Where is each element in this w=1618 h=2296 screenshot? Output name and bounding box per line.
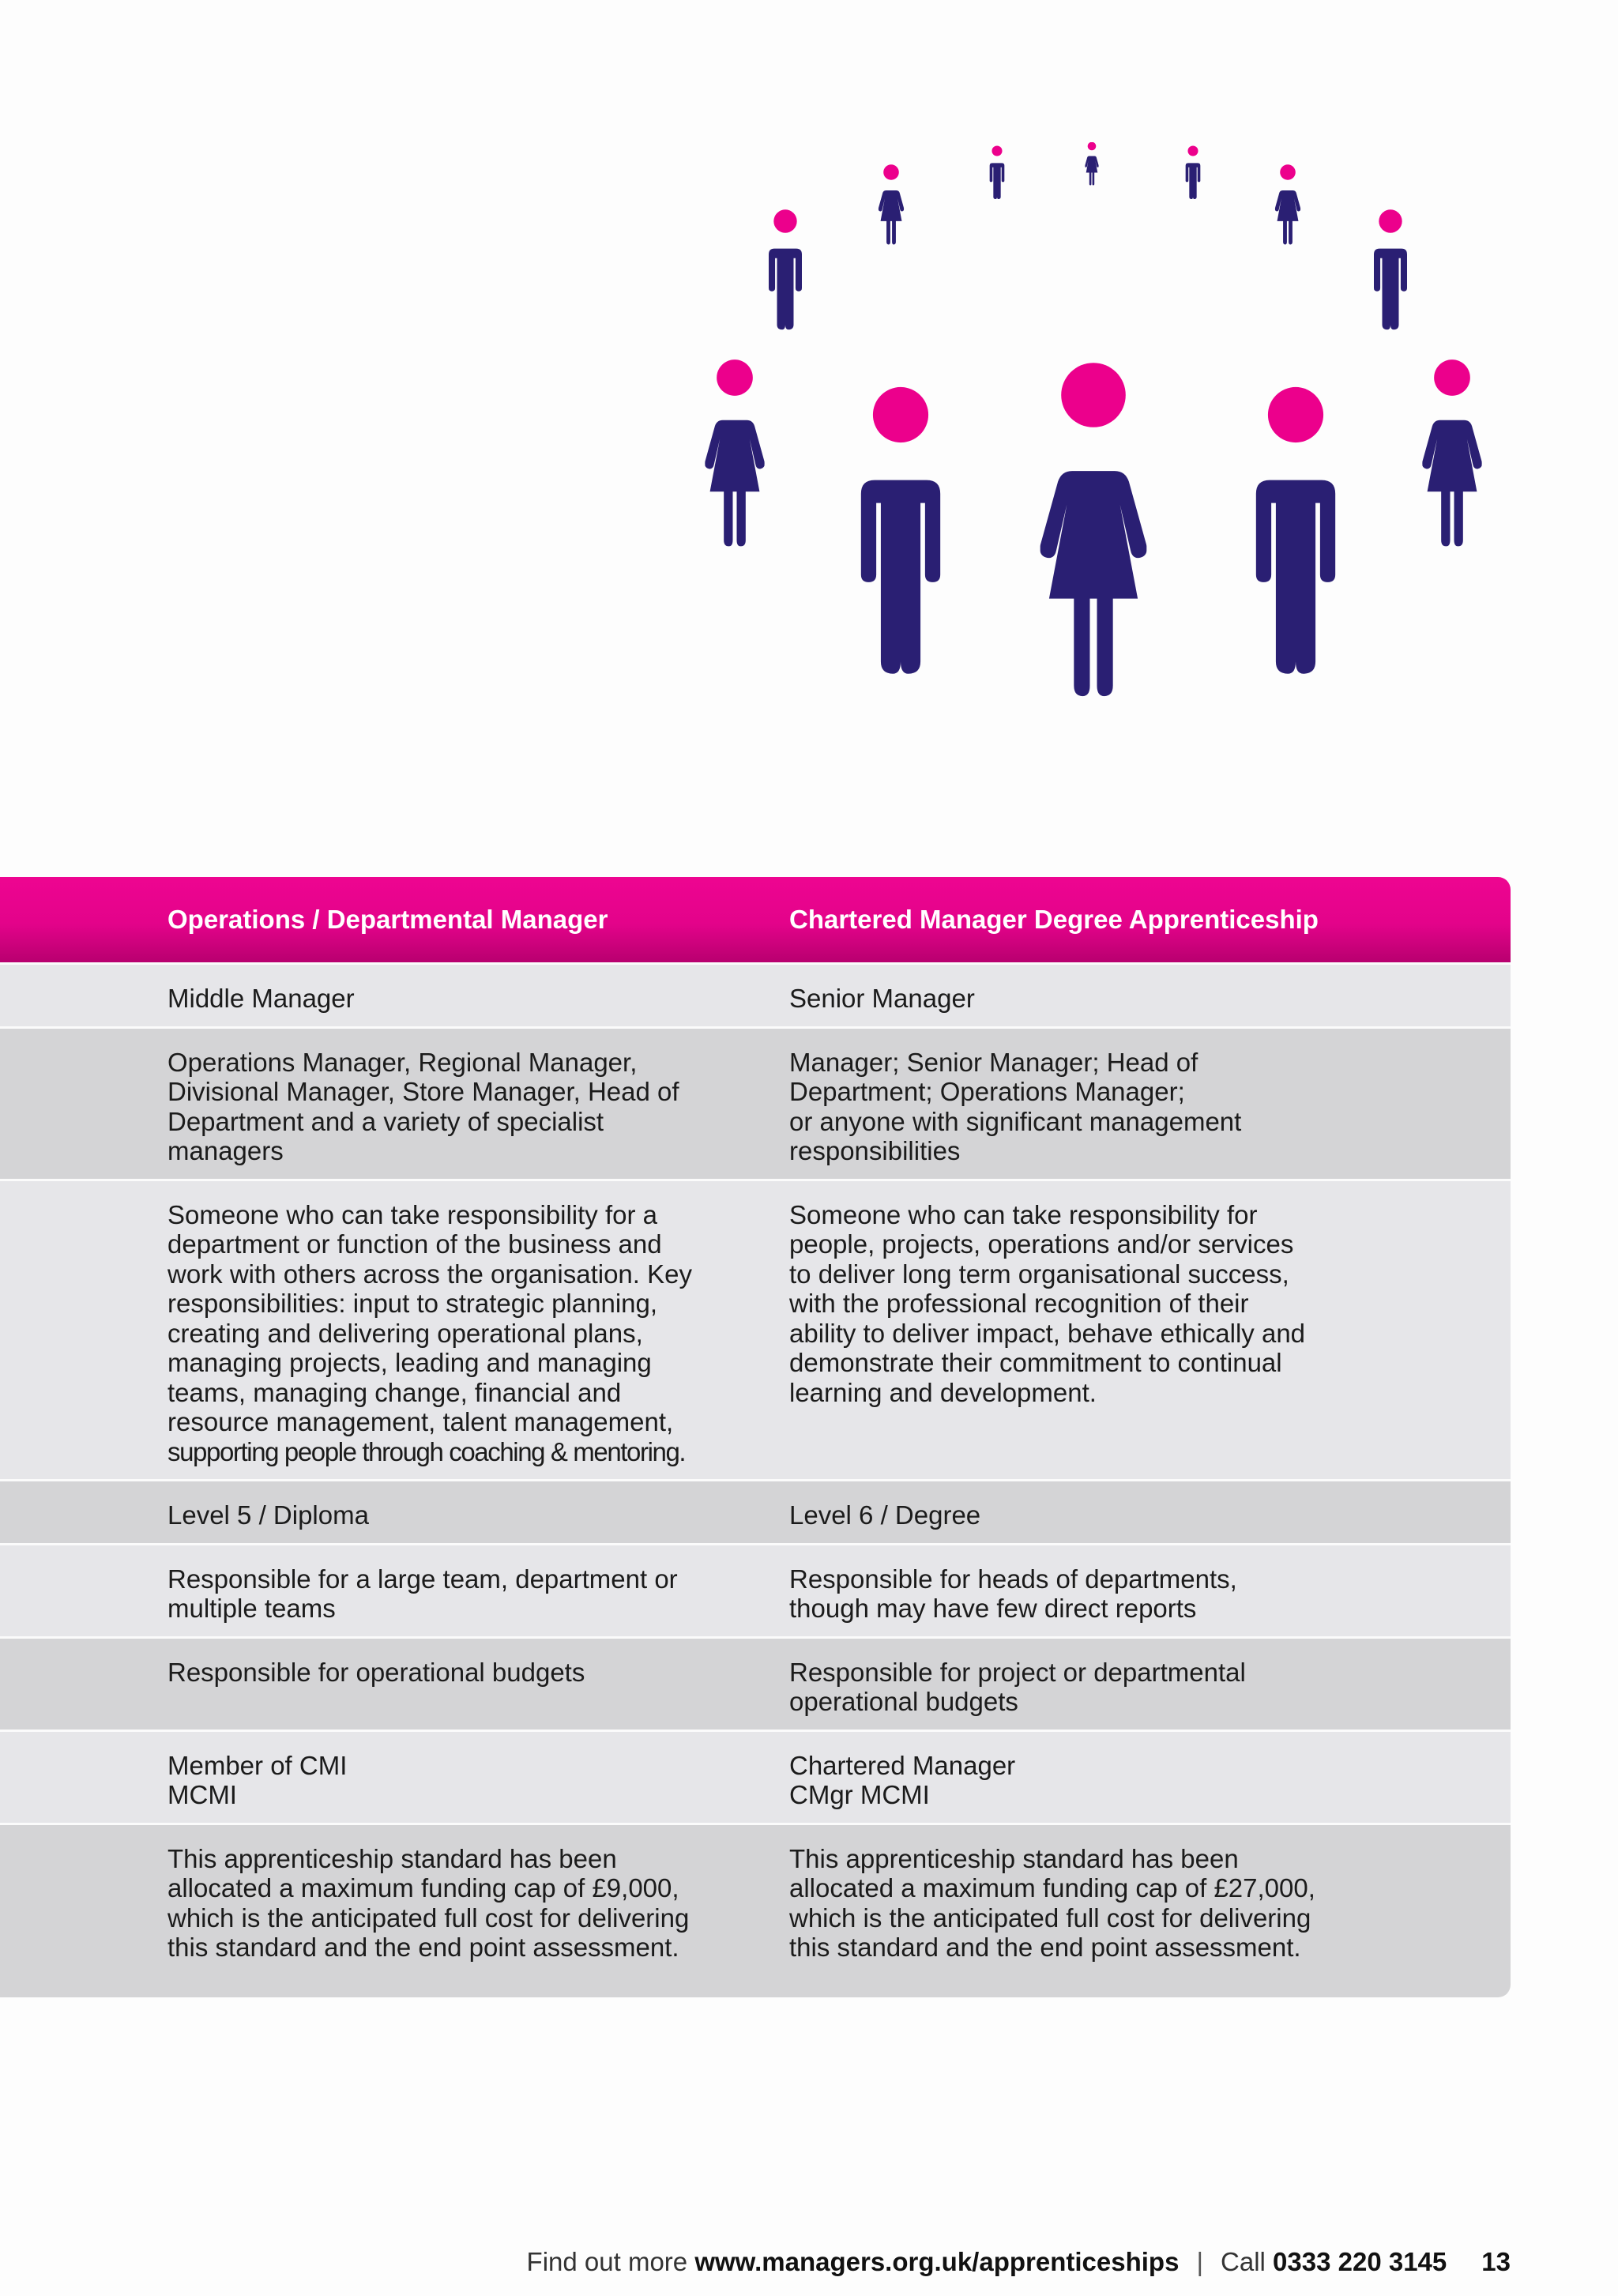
- table-row: [0, 1730, 1511, 1823]
- figure-body: [1085, 156, 1099, 185]
- table-cell: This apprenticeship standard has been allocated a maximum funding cap of £27,000, which is the anticipated full cost for delivering this standard and the end point assessment.: [789, 1843, 1315, 1962]
- table-row: [0, 1636, 1511, 1730]
- figure-body: [769, 249, 802, 330]
- table-cell: Someone who can take responsibility for people, projects, operations and/or services to deliver long term organisational success, with the professional recognition of their ability to deliver impact, behave ethically and demonstrate their commitment to continual learning and development.: [789, 1199, 1306, 1407]
- header-operations-manager: Operations / Departmental Manager: [167, 905, 608, 935]
- table-row: [0, 962, 1511, 1026]
- footer: [527, 2247, 1511, 2277]
- woman-figure-icon: [879, 164, 904, 244]
- page-number: 13: [1481, 2247, 1511, 2276]
- figure-body: [879, 190, 904, 244]
- table-cell: Level 6 / Degree: [789, 1500, 981, 1530]
- table-cell: Responsible for project or departmental operational budgets: [789, 1657, 1246, 1716]
- table-header: [0, 877, 1511, 962]
- woman-figure-icon: [1275, 164, 1300, 244]
- figure-body: [990, 163, 1005, 199]
- footer-separator: |: [1196, 2247, 1204, 2276]
- woman-figure-icon: [1422, 359, 1482, 546]
- footer-phone[interactable]: 0333 220 3145: [1273, 2247, 1447, 2276]
- footer-find-out-more: Find out more: [526, 2247, 695, 2276]
- table-cell: Chartered Manager CMgr MCMI: [789, 1750, 1016, 1809]
- table-cell: Responsible for operational budgets: [167, 1657, 585, 1687]
- header-chartered-manager: Chartered Manager Degree Apprenticeship: [789, 905, 1319, 935]
- people-illustration: [664, 142, 1533, 814]
- figure-head: [717, 359, 753, 396]
- figure-head: [883, 164, 899, 180]
- figure-body: [705, 420, 765, 547]
- figure-body: [1422, 420, 1482, 547]
- figure-body: [1040, 471, 1146, 696]
- figure-head: [873, 387, 928, 442]
- woman-figure-icon: [705, 359, 765, 546]
- people-circle-icon: [664, 142, 1533, 814]
- table-cell: Responsible for a large team, department or multiple teams: [167, 1564, 678, 1623]
- figure-head: [1268, 387, 1323, 442]
- man-figure-icon: [1186, 145, 1201, 198]
- table-row: [0, 1823, 1511, 1997]
- table-cell-text: Someone who can take responsibility for a department or function of the business and work with others across the organisation. Key responsibilities: input to strategic planning, creating and delivering operational plans, managing projects, leading and managing teams, managing change, financial and resource management, talent management,: [167, 1199, 692, 1436]
- table-cell-tail: supporting people through coaching & mentoring.: [167, 1436, 686, 1466]
- figure-body: [1186, 163, 1201, 199]
- woman-figure-icon: [1040, 363, 1146, 696]
- table-row: [0, 1543, 1511, 1636]
- table-cell: Responsible for heads of departments, though may have few direct reports: [789, 1564, 1237, 1623]
- table-cell: This apprenticeship standard has been allocated a maximum funding cap of £9,000, which is the anticipated full cost for delivering this standard and the end point assessment.: [167, 1843, 690, 1962]
- table-cell: [167, 1181, 728, 1480]
- table-row: [0, 1026, 1511, 1179]
- figure-head: [1061, 363, 1126, 427]
- table-cell: Senior Manager: [789, 984, 975, 1013]
- figure-body: [1374, 249, 1407, 330]
- footer-url-link[interactable]: www.managers.org.uk/apprenticeships: [694, 2247, 1180, 2276]
- footer-call-label: Call: [1221, 2247, 1274, 2276]
- table-cell: Member of CMI MCMI: [167, 1750, 348, 1809]
- figure-body: [861, 480, 940, 674]
- table-body: [0, 962, 1511, 1997]
- figure-head: [1088, 142, 1097, 150]
- table-cell: Manager; Senior Manager; Head of Department; Operations Manager; or anyone with significant management responsibilities: [789, 1047, 1242, 1165]
- man-figure-icon: [1374, 209, 1407, 329]
- man-figure-icon: [1256, 387, 1335, 674]
- figure-body: [1256, 480, 1335, 674]
- table-cell: Level 5 / Diploma: [167, 1500, 369, 1530]
- woman-figure-icon: [1085, 142, 1099, 186]
- comparison-table: [0, 877, 1511, 1997]
- table-row: [0, 1179, 1511, 1480]
- table-row: [0, 1479, 1511, 1543]
- figure-head: [1280, 164, 1296, 180]
- figure-head: [773, 209, 796, 232]
- figure-head: [1434, 359, 1470, 396]
- table-cell: Operations Manager, Regional Manager, Divisional Manager, Store Manager, Head of Department and a variety of specialist managers: [167, 1047, 679, 1165]
- man-figure-icon: [861, 387, 940, 674]
- man-figure-icon: [769, 209, 802, 329]
- man-figure-icon: [990, 145, 1005, 198]
- table-cell: Middle Manager: [167, 984, 355, 1013]
- figure-body: [1275, 190, 1300, 244]
- figure-head: [1187, 145, 1198, 156]
- figure-head: [1379, 209, 1402, 232]
- figure-head: [991, 145, 1002, 156]
